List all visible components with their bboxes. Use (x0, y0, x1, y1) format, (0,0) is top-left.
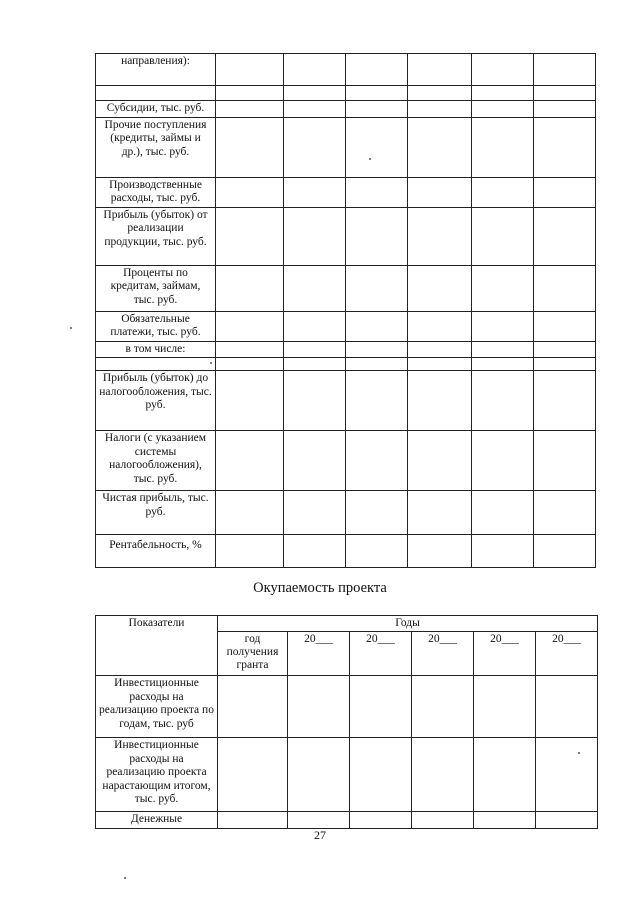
table-row (96, 86, 596, 101)
table-cell (216, 177, 284, 207)
table-row (96, 431, 596, 491)
table-cell (412, 738, 474, 812)
table-cell (534, 311, 596, 341)
table-cell (216, 371, 284, 431)
table-cell (408, 207, 472, 265)
year-header: 20___ (536, 632, 598, 676)
scan-speck (124, 877, 126, 879)
row-label (96, 86, 216, 101)
table-cell (534, 371, 596, 431)
year-header: год получения гранта (218, 632, 288, 676)
table-cell (346, 491, 408, 535)
table-cell (216, 54, 284, 86)
row-label: Производственные расходы, тыс. руб. (96, 177, 216, 207)
table-row (96, 491, 596, 535)
table-row (96, 676, 598, 738)
row-label: Инвестиционные расходы на реализацию проекта нарастающим итогом, тыс. руб. (96, 738, 218, 812)
table-cell (408, 431, 472, 491)
table-row (96, 311, 596, 341)
table-cell (346, 177, 408, 207)
table-cell (472, 431, 534, 491)
scan-speck (70, 327, 72, 329)
table-cell (534, 431, 596, 491)
table-cell (284, 207, 346, 265)
table-cell (408, 341, 472, 358)
table-cell (534, 265, 596, 311)
table-cell (408, 117, 472, 177)
table-cell (218, 738, 288, 812)
year-header: 20___ (474, 632, 536, 676)
row-label: Налоги (с указанием системы налогообложения), тыс. руб. (96, 431, 216, 491)
row-label: Субсидии, тыс. руб. (96, 101, 216, 118)
table-cell (216, 117, 284, 177)
table-cell (472, 341, 534, 358)
table-cell (472, 177, 534, 207)
table-row (96, 117, 596, 177)
table-cell (216, 431, 284, 491)
table-cell (284, 535, 346, 568)
table-cell (216, 86, 284, 101)
table-cell (472, 491, 534, 535)
table-row (96, 341, 596, 358)
table-cell (472, 207, 534, 265)
table-cell (346, 86, 408, 101)
table-cell (284, 265, 346, 311)
table-row (96, 265, 596, 311)
table-row (96, 812, 598, 829)
scan-speck (578, 752, 580, 754)
table-cell (346, 311, 408, 341)
scan-speck (369, 158, 371, 160)
row-label: Инвестиционные расходы на реализацию проекта по годам, тыс. руб (96, 676, 218, 738)
table-cell (218, 812, 288, 829)
table-cell (346, 265, 408, 311)
table-cell (284, 491, 346, 535)
table-cell (350, 812, 412, 829)
table-cell (216, 491, 284, 535)
table-cell (346, 431, 408, 491)
row-label: Обязательные платежи, тыс. руб. (96, 311, 216, 341)
table-cell (534, 117, 596, 177)
table-cell (284, 341, 346, 358)
table-cell (346, 54, 408, 86)
table-cell (216, 358, 284, 371)
payback-table (95, 615, 598, 829)
table-cell (408, 371, 472, 431)
section-title: Окупаемость проекта (253, 580, 387, 596)
table-row (96, 177, 596, 207)
table-cell (288, 738, 350, 812)
table-cell (284, 117, 346, 177)
table-cell (534, 101, 596, 118)
table-cell (346, 341, 408, 358)
row-label: Прочие поступления (кредиты, займы и др.), тыс. руб. (96, 117, 216, 177)
table-cell (412, 812, 474, 829)
table-cell (216, 535, 284, 568)
row-label: Проценты по кредитам, займам, тыс. руб. (96, 265, 216, 311)
table-row (96, 207, 596, 265)
table-cell (536, 676, 598, 738)
table-cell (472, 311, 534, 341)
year-header: 20___ (288, 632, 350, 676)
table-cell (472, 265, 534, 311)
table-cell (472, 54, 534, 86)
table-cell (408, 101, 472, 118)
table-cell (216, 311, 284, 341)
row-label: в том числе: (96, 341, 216, 358)
row-label: Денежные (96, 812, 218, 829)
table-row (96, 358, 596, 371)
row-label: Рентабельность, % (96, 535, 216, 568)
table-cell (408, 265, 472, 311)
table-cell (408, 86, 472, 101)
row-label (96, 358, 216, 371)
table-cell (472, 101, 534, 118)
table-cell (284, 86, 346, 101)
table-cell (284, 177, 346, 207)
table-cell (472, 358, 534, 371)
table-cell (346, 101, 408, 118)
table-cell (536, 738, 598, 812)
page-number: 27 (314, 828, 326, 842)
year-header: 20___ (412, 632, 474, 676)
table-cell (534, 341, 596, 358)
table-cell (472, 535, 534, 568)
table-row (96, 535, 596, 568)
table-cell (284, 358, 346, 371)
column-header-indicators: Показатели (96, 616, 218, 676)
table-cell (534, 491, 596, 535)
table-cell (284, 371, 346, 431)
row-label: Прибыль (убыток) от реализации продукции, тыс. руб. (96, 207, 216, 265)
table-cell (288, 812, 350, 829)
row-label: направления): (96, 54, 216, 86)
table-cell (534, 535, 596, 568)
table-cell (288, 676, 350, 738)
table-cell (408, 358, 472, 371)
table-cell (412, 676, 474, 738)
table-row (96, 371, 596, 431)
table-cell (284, 431, 346, 491)
row-label: Прибыль (убыток) до налогообложения, тыс. руб. (96, 371, 216, 431)
column-header-years: Годы (218, 616, 598, 632)
table-cell (284, 311, 346, 341)
row-label: Чистая прибыль, тыс. руб. (96, 491, 216, 535)
table-cell (346, 117, 408, 177)
table-cell (474, 676, 536, 738)
table-cell (534, 358, 596, 371)
table-cell (284, 54, 346, 86)
table-header-row (96, 616, 598, 632)
table-cell (408, 177, 472, 207)
table-cell (346, 371, 408, 431)
table-row (96, 54, 596, 86)
table-row (96, 738, 598, 812)
table-cell (216, 265, 284, 311)
table-cell (536, 812, 598, 829)
table-row (96, 101, 596, 118)
table-cell (472, 117, 534, 177)
table-cell (534, 54, 596, 86)
table-cell (216, 341, 284, 358)
table-cell (346, 358, 408, 371)
table-cell (408, 54, 472, 86)
table-cell (534, 86, 596, 101)
table-cell (408, 311, 472, 341)
financial-indicators-table (95, 53, 596, 568)
table-cell (472, 371, 534, 431)
table-cell (216, 207, 284, 265)
table-cell (216, 101, 284, 118)
table-cell (350, 676, 412, 738)
table-cell (346, 535, 408, 568)
table-cell (218, 676, 288, 738)
table-cell (284, 101, 346, 118)
table-cell (534, 177, 596, 207)
table-cell (474, 738, 536, 812)
table-cell (408, 535, 472, 568)
table-cell (408, 491, 472, 535)
table-cell (346, 207, 408, 265)
table-cell (474, 812, 536, 829)
table-cell (472, 86, 534, 101)
table-cell (350, 738, 412, 812)
table-cell (534, 207, 596, 265)
scan-speck (210, 362, 212, 364)
year-header: 20___ (350, 632, 412, 676)
